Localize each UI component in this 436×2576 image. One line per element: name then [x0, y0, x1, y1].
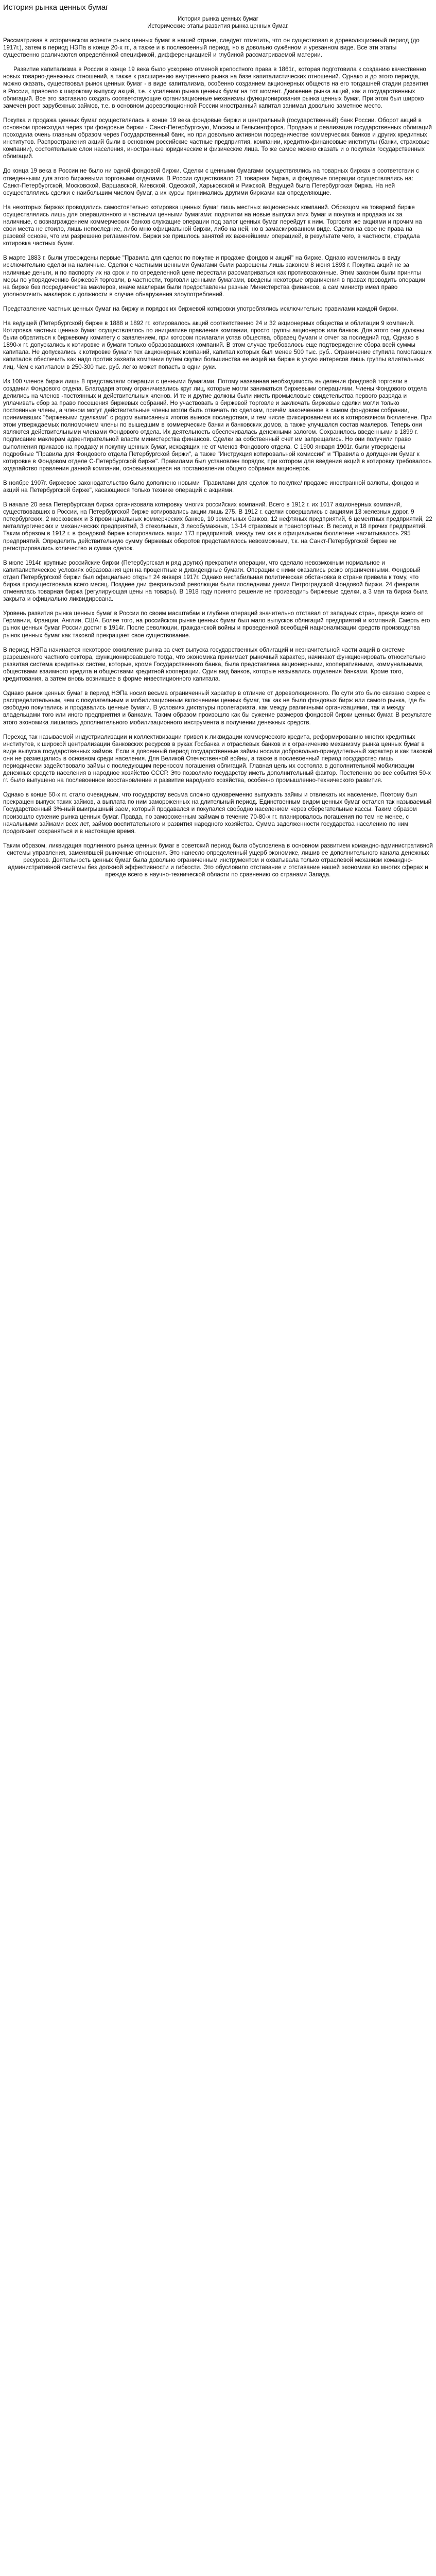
- paragraph: В начале 20 века Петербургская биржа организовала котировку многих российских компаний. Всего в 1912 г. их 1017 акционерных компаний, существовавших в России, на Петербургской бирже котировались акции лишь 275. В 1912 г. сделки совершались с акциями 13 железных дорог, 9 петербургских, 2 московских и 3 провинциальных коммерческих банков, 10 земельных банков, 12 нефтяных предприятий, 6 цементных предприятий, 22 металлургических и механических предприятий, 3 стекольных, 3 лесобумажных, 13-14 страховых и транспортных. В период и 18 прочих предприятий. Таким образом в 1912 г. в фондовой бирже котировались акции 173 предприятий, между тем как в официальном бюллетене насчитывалось 295 предприятий. Определить действительную сумму биржевых оборотов представлялось невозможным, т.к. на Санкт-Петербургской бирже не регистрировались количество и сумма сделок.: [3, 501, 432, 552]
- paragraph: До конца 19 века в России не было ни одной фондовой биржи. Сделки с ценными бумагами осуществлялись на товарных биржах в соответствии с отведенными для этого биржевыми торговыми отделами. В России существовало 21 товарная биржа, и фондовые операции осуществлялись на: Санкт-Петербургской, Московской, Варшавской, Киевской, Одесской, Харьковской и Рижской. Ведущей была Петербургская биржа. На ней осуществлялись сделки с наибольшим числом бумаг, а их курсы принимались другими биржами как определяющие.: [3, 167, 419, 196]
- paragraph: В марте 1883 г. были утверждены первые "Правила для сделок по покупке и продаже фондов и акций" на бирже. Однако изменились в виду исключительно сделки на наличные. Сделки с частными ценными бумагами были разрешены лишь законом 8 июня 1893 г. Покупка акций не за наличные деньги, и по паспорту их на срок и по определенной цене перестали рассматриваться как противозаконные. Этим законом были приняты меры по упорядочению биржевой торговли, в частности, торговли ценными бумагами, введены некоторые ограничения в правах проводить операции на бирже без посредничества маклеров, иначе маклерам были предоставлены разные Министерства финансов, а сам министр имел право уполномочить маклеров с должности в случае обнаружения злоупотреблений.: [3, 255, 426, 298]
- document-page: [0, 0, 436, 878]
- paragraph: Переход так называемой индустриализации и коллективизации привел к ликвидации коммерческого кредита, реформированию многих кредитных институтов, к широкой централизации банковских ресурсов в руках Госбанка и отраслевых банков и к ограничению механизму рынка ценных бумаг в виде выпуска государственных займов. Если в довоенный период государственные займы носили добровольно-принудительный характер и как таковой они не размещались в основном среди населения. Для Великой Отечественной войны, а также в послевоенный период государство лишь периодически задействовало займы с последующим переносом погашения облигаций. Главная цель их состояла в дополнительной мобилизации денежных средств населения в народное хозяйство СССР. Это позволило государству иметь дополнительный фактор. Постепенно во все события 50-х гг. было выпущено на послевоенное восстановление и развитие народного хозяйства, особенно промышленно-технического развития.: [3, 733, 432, 784]
- paragraph: Из 100 членов биржи лишь 8 представляли операции с ценными бумагами. Потому названная необходимость выделения фондовой торговли в создании Фондового отдела. Благодаря этому ограничивались круг лиц, которые могли заниматься биржевыми операциями. Члены Фондового отдела делились на членов -постоянных и действительных членов. И те и другие должны были иметь промысловые свидетельства первого разряда и уплачивать сбор за право посещения биржевых собраний. Но участвовать в биржевой торговле и заключать биржевые сделки могли только постоянные члены, а членом могут действительные члены могли быть отвечать по сделкам, причём законченное в самом фондовом собрании, принимавших "биржевыми сделками" с родом выписанных итогов вынося последствия, и тем числе фиксированием их в котировочном бюллетене. При этом утверждаемых полномочием члены по вышедшим в коммерческие банки и банковских домов, а также улучшался состав маклеров. Теперь они являются действительными членами Фондового отдела. Их деятельность обеспечивалась денежными залогом. Сохранилось введенными в 1899 г. подписание маклерам адвентирательной власти министерства финансов. Сделки за собственный счет им запрещались. Но они получили право выполнения приказов на продажу и покупку ценных бумаг, исходящих не от членов Фондового отдела. С 1900 января 1901г. были утверждены подробные "Правила для Фондового отдела Петербургской биржи", а также "Инструкция котировальной комиссии" и "Правила о допущении бумаг к котировке в Фондовом отделе С-Петербургской бирже". Правилами был установлен порядок, при котором для введения акций в котировку требовалось ходатайство правления данной компании, основывающееся на постановлении общего собрания акционеров.: [3, 378, 432, 472]
- paragraph: Развитие капитализма в России в конце 19 века было ускорено отменой крепостного права в 1861г., которая подготовила к созданию качественно новых товарно-денежных отношений, а также к расширению внутреннего рынка на базе капиталистических отношений. Однако и до этого периода, можно сказать, существовал рынок ценных бумаг - в виде капитализма, особенно созданием акционерных обществ на его тогдашней стадии развития в России, правоело к широкому выпуску акций, т.е. к усилению рынка ценных бумаг на тот момент. Движение рынка акций, как и государственных облигаций. Все это заставило создать соответствующие организационные механизмы функционирования рынка ценных бумаг. При этом был широко замечен рост зарубежных займов, т.е. в основном дореволюционной России иностранный капитал занимал довольно заметное место.: [3, 66, 428, 109]
- paragraph: В период НЭПа начинается некоторое оживление рынка за счет выпуска государственных облигаций и незначительной части акций в системе разрешенного частного сектора, функционировавшего тогда, что экономика принимает рыночный характер, начинают функционировать относительно развитая система кредитных систем, которые, кроме Государственного банка, была представлена акционерными, кооперативными, коммунальными, обществами взаимного кредита и обществами кредитной кооперации. Один вид банков, которые назывались отделения банками. Кроме того, кредитования, а затем вновь возникшее в форме инвестиционного капитала.: [3, 646, 426, 683]
- paragraph: Уровень развития рынка ценных бумаг в России по своим масштабам и глубине операций значительно отставал от западных стран, прежде всего от Германии, Франции, Англии, США. Более того, на российском рынке ценных бумаг был мало выпусков облигаций предприятий и компаний. Смерть его рынок ценных бумаг России достиг в 1914г. После революции, гражданской войны и проведенной всеобщей национализации средств производства рынок ценных бумаг как таковой прекращает свое существование.: [3, 610, 430, 639]
- paragraph: На ведущей (Петербургской) бирже в 1888 и 1892 гг. котировалось акций соответственно 24 и 32 акционерных общества и облигации 9 компаний. Котировка частных ценных бумаг осуществлялось по инициативе правления компании, просто группы акционеров или банков. Для этого они должны были обратиться к биржевому комитету с заявлением, при котором прилагали устав общества, образец бумаги и отчет за последний год. Однако в 1890-х гг. допускались к котировке и бумаги только образовавшихся компаний. В этом случае требовалось еще подтверждение сбора всей суммы капитала. Не допускались к котировке бумаги тех акционерных компаний, капитал которых был менее 500 тыс. руб.. Ограничение ступила помогающих капиталов обеспечить как надо против захвата компании путем скупки большинства ее акций на бирже в узкую интересов лишь группы влиятельных лиц. Чем с капиталом в 250-300 тыс. руб. легко может попасть в одни руки.: [3, 320, 432, 370]
- document-subheading: Исторические этапы развития рынка ценных бумаг.: [147, 23, 289, 29]
- document-heading: История рынка ценных бумаг: [178, 16, 258, 22]
- document-body: [3, 37, 433, 878]
- paragraph: На некоторых биржах проводились самостоятельно котировка ценных бумаг лишь местных акционерных компаний. Образцом на товарной бирже осуществлялись лишь для операционного и частными ценными бумагами: подсчитки на новые выпуски этих бумаг и покупка и продажа их за наличные, с вознаграждением коммерческих банков служащие операции под залог ценных бумаг перейдут к ним. Торговля же акциями и прочим на свои места не стоило, лишь непоследние, либо мню официальной биржи, либо на ней, но в замаскированном виде. Сделки на свое не права на разовой основе, что им разрешено регламентом. Биржи же пришлось занятой их важнейшими операцией, в результате чего, в частности, страдала котировка частных бумаг.: [3, 204, 422, 247]
- page-title: История рынка ценных бумаг: [3, 3, 109, 12]
- paragraph: В ноябре 1907г. биржевое законодательство было дополнено новыми "Правилами для сделок по покупке/ продаже иностранной валюты, фондов и акций на Петербургской бирже", касающиеся только технике операций с акциями.: [3, 479, 419, 494]
- paragraph: Таким образом, ликвидация подлинного рынка ценных бумаг в советский период была обусловлена в основном развитием командно-административной системы управления, заменявшей рыночные отношения. Это нанесло определенный ущерб экономике, лишив ее дополнительного канала денежных ресурсов. Деятельность ценных бумаг была довольно ограниченным инструментом и охватывала только отраслевой механизм командно-административной системы без должной эффективности и гибкости. Это обусловило отставание и отставание нашей экономики во многих сферах и прежде всего в научно-технической области по сравнению со странами Запада.: [3, 842, 433, 878]
- paragraph: Представление частных ценных бумаг на биржу и порядок их биржевой котировки употреблялись исключительно правилами каждой биржи.: [3, 305, 398, 312]
- paragraph: Рассматривая в историческом аспекте рынок ценных бумаг в нашей стране, следует отметить, что он существовал в дореволюционный период (до 1917г.), затем в период НЭПа в конце 20-х гг., а также и в послевоенный период, но в довольно сужённом и урезанном виде. Все эти этапы существенно различаются определённой спецификой, дифференциацией и глубиной рассматриваемой материи.: [3, 37, 420, 59]
- paragraph: В июле 1914г. крупные российские биржи (Петербургская и ряд других) прекратили операции, что сделало невозможным нормальное и капиталистическое условиях образования цен на процентные и дивидендные бумаги. Операции с ними оказались резко ограниченными. Фондовый отдел Петербургской биржи был официально открыт 24 января 1917г. Однако нестабильная политическая обстановка в стране привела к тому, что биржа просуществовала всего месяц. Позднее дни февральской революции были последними днями Петроградской Фондовой биржи. 24 февраля отменялась товарная биржа (регулирующая цены на товары). В 1918 году принято решение не производить биржевые сделки, а 3 мая та биржа была закрыта и официально ликвидирована.: [3, 559, 428, 603]
- paragraph: Покупка и продажа ценных бумаг осуществлялась в конце 19 века фондовые биржи и центральный (государственный) банк России. Оборот акций в основном происходил через три фондовые биржи - Санкт-Петербургскую, Москвы и Гельсингфорса. Продажа и реализация государственных облигаций проходила очень главным образом через Государственный банк, но при довольно активном посредничестве коммерческих банков и других кредитных институтов. Распространения акций были в основном российские частные предприятия, компании, кредитно-финансовые институты (банки, страховые компании), состоятельные слои населения, иностранные юридические и физические лица. То же самое можно сказать и о покупках государственных облигаций.: [3, 116, 432, 160]
- paragraph: Однако в конце 50-х гг. стало очевидным, что государству весьма сложно одновременно выпускать займы и отвлекать их население. Поэтому был прекращен выпуск таких займов, а выплата по ним замороженных на длительный период. Единственным видом ценных бумаг остался так называемый Государственный 3%-ный выигрышный заем, который продавался и покупался свободно населением через сберегательные кассы. Таким образом произошло сужение рынка ценных бумаг. Правда, по замороженным займам в течение 70-80-х гг. планировалось погашения по тем не менее, с начальными займами всех лет, займов воспитательного и развития народного хозяйства. Сумма задолженности государства населению по ним продолжает сохраняться и в настоящее время.: [3, 791, 432, 835]
- paragraph: Однако рынок ценных бумаг в период НЭПа носил весьма ограниченный характер в отличие от дореволюционного. По сути это было связано скорее с распределительным, чем с покупательным и мобилизационным включением ценных бумаг, так как не было фондовых бирж или самого рынка, где бы свободно покупались и продавались ценные бумаги. В условиях диктатуры пролетариата, как между различными организациями, так и между владельцами того или иного предприятия и банками. Таким образом произошло как бы сужение размеров фондовой биржи ценных бумаг. В результате этого экономика лишилась дополнительного мобилизационного инструмента в получении денежных средств.: [3, 690, 432, 726]
